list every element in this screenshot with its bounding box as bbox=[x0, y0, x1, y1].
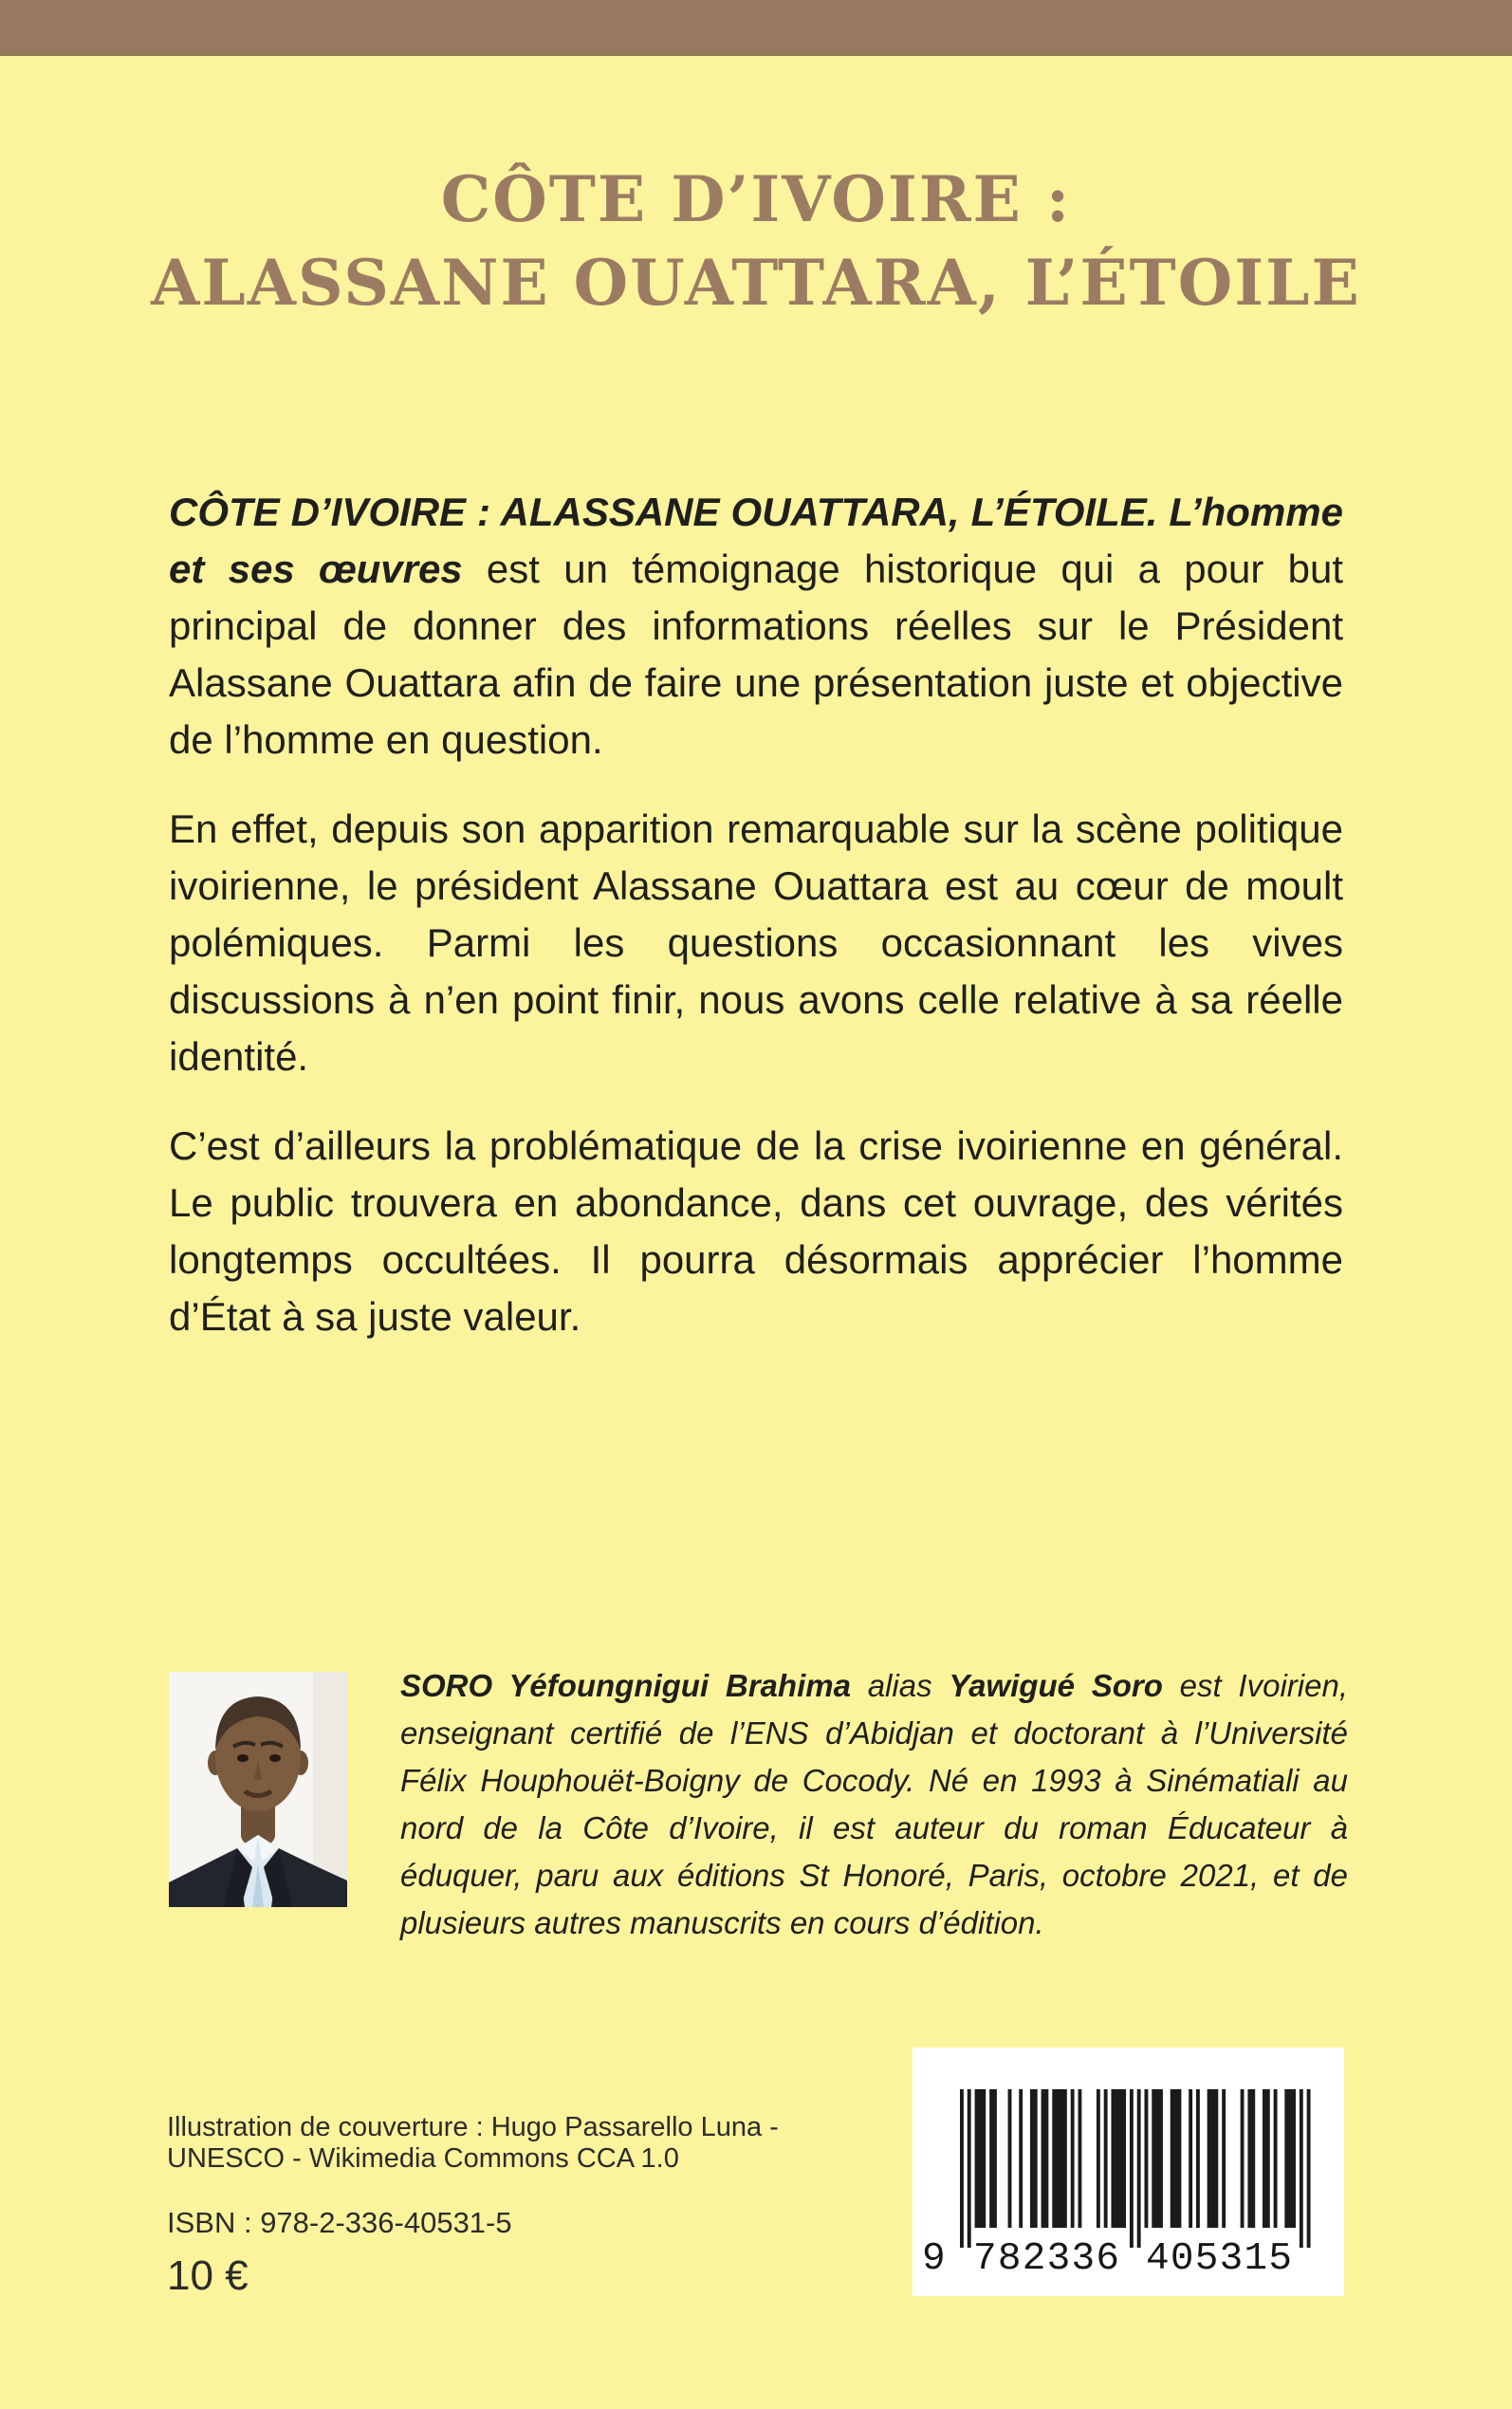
text-segment: En effet, depuis son apparition remarquable sur la scène politique ivoirienne, le président Alassane Ouattara est au cœur de moult polémiques. Parmi les questions occasionnant les vives discussions à n’en point finir, nous avons celle relative à sa réelle identité. bbox=[169, 806, 1343, 1079]
barcode-bar bbox=[975, 2089, 986, 2228]
barcode-bar bbox=[1263, 2089, 1270, 2228]
text-segment: est Ivoirien, enseignant certifié de l’ENS d’Abidjan et doctorant à l’Université Félix Houphouët-Boigny de Cocody. Né en 1993 à Sinématiali au nord de la Côte d’Ivoire, il est auteur du roman Éducateur à éduquer, paru aux éditions St Honoré, Paris, octobre 2021, et de plusieurs autres manuscrits en cours d’édition. bbox=[400, 1668, 1348, 1940]
barcode-bar bbox=[1222, 2089, 1226, 2228]
synopsis-paragraph-3 bbox=[169, 1118, 1343, 1345]
price-text: 10 € bbox=[167, 2252, 249, 2299]
barcode-bar bbox=[1247, 2089, 1255, 2228]
barcode-bar bbox=[1145, 2089, 1149, 2228]
barcode-bar bbox=[1300, 2089, 1303, 2248]
synopsis-paragraph-2 bbox=[169, 801, 1343, 1085]
barcode-bar bbox=[1241, 2089, 1245, 2228]
barcode-bar bbox=[1019, 2089, 1023, 2228]
barcode-bar bbox=[1137, 2089, 1141, 2248]
page-title-line-2: ALASSANE OUATTARA, L’ÉTOILE bbox=[151, 246, 1361, 320]
barcode-bar bbox=[1104, 2089, 1108, 2228]
barcode-bar bbox=[1052, 2089, 1067, 2228]
isbn-text: ISBN : 978-2-336-40531-5 bbox=[167, 2206, 512, 2239]
barcode-bar bbox=[1152, 2089, 1163, 2228]
text-segment: SORO Yéfoungnigui Brahima bbox=[400, 1668, 868, 1703]
author-bio bbox=[400, 1662, 1348, 1947]
author-section bbox=[169, 1662, 1348, 1956]
barcode-bar bbox=[1042, 2089, 1049, 2228]
barcode-bar bbox=[1274, 2089, 1278, 2228]
barcode-bar bbox=[1284, 2089, 1296, 2228]
barcode-bar bbox=[989, 2089, 997, 2228]
barcode-bar bbox=[1208, 2089, 1219, 2228]
barcode-bar bbox=[968, 2089, 971, 2248]
text-segment: C’est d’ailleurs la problématique de la crise ivoirienne en général. Le public trouvera en abondance, dans cet ouvrage, des vérités longtemps occultées. Il pourra désormais apprécier l’homme d’État à sa juste valeur. bbox=[169, 1123, 1343, 1339]
barcode-panel bbox=[913, 2048, 1344, 2296]
text-segment: CÔTE D’IVOIRE : ALASSANE OUATTARA, L’ÉTOILE. L’homme et ses œuvres bbox=[169, 490, 1343, 591]
text-segment: alias bbox=[867, 1668, 950, 1703]
barcode-bar bbox=[1171, 2089, 1182, 2228]
barcode-digits-right: 405315 bbox=[1146, 2237, 1292, 2281]
barcode-svg bbox=[913, 2048, 1344, 2296]
barcode-bar bbox=[1189, 2089, 1192, 2228]
synopsis-block bbox=[169, 484, 1343, 1378]
barcode-bar bbox=[1008, 2089, 1012, 2228]
cover-credit bbox=[167, 2112, 779, 2175]
barcode-digits-left: 782336 bbox=[973, 2237, 1119, 2281]
text-segment: Yawigué Soro bbox=[949, 1668, 1180, 1703]
barcode-bar bbox=[1130, 2089, 1134, 2248]
page-title bbox=[0, 158, 1512, 324]
author-photo bbox=[169, 1672, 347, 1907]
top-color-bar bbox=[0, 0, 1512, 56]
cover-credit-line-2: UNESCO - Wikimedia Commons CCA 1.0 bbox=[167, 2143, 679, 2174]
text-segment: est un témoignage historique qui a pour but principal de donner des informations réelles sur le Président Alassane Ouattara afin de faire une présentation juste et objective de l’homme en question. bbox=[169, 547, 1343, 762]
synopsis-paragraph-1 bbox=[169, 484, 1343, 769]
barcode-digit-first: 9 bbox=[922, 2237, 946, 2281]
barcode-bar bbox=[1071, 2089, 1075, 2228]
barcode-bar bbox=[1097, 2089, 1100, 2228]
barcode-bar bbox=[1030, 2089, 1038, 2228]
barcode-bar bbox=[1111, 2089, 1126, 2228]
author-portrait-illustration bbox=[169, 1672, 347, 1907]
barcode-bar bbox=[960, 2089, 964, 2248]
barcode-bar bbox=[1196, 2089, 1200, 2228]
page-title-line-1: CÔTE D’IVOIRE : bbox=[440, 162, 1072, 236]
barcode-bar bbox=[1078, 2089, 1081, 2228]
barcode-bar bbox=[1307, 2089, 1311, 2248]
cover-credit-line-1: Illustration de couverture : Hugo Passarello Luna - bbox=[167, 2112, 779, 2142]
